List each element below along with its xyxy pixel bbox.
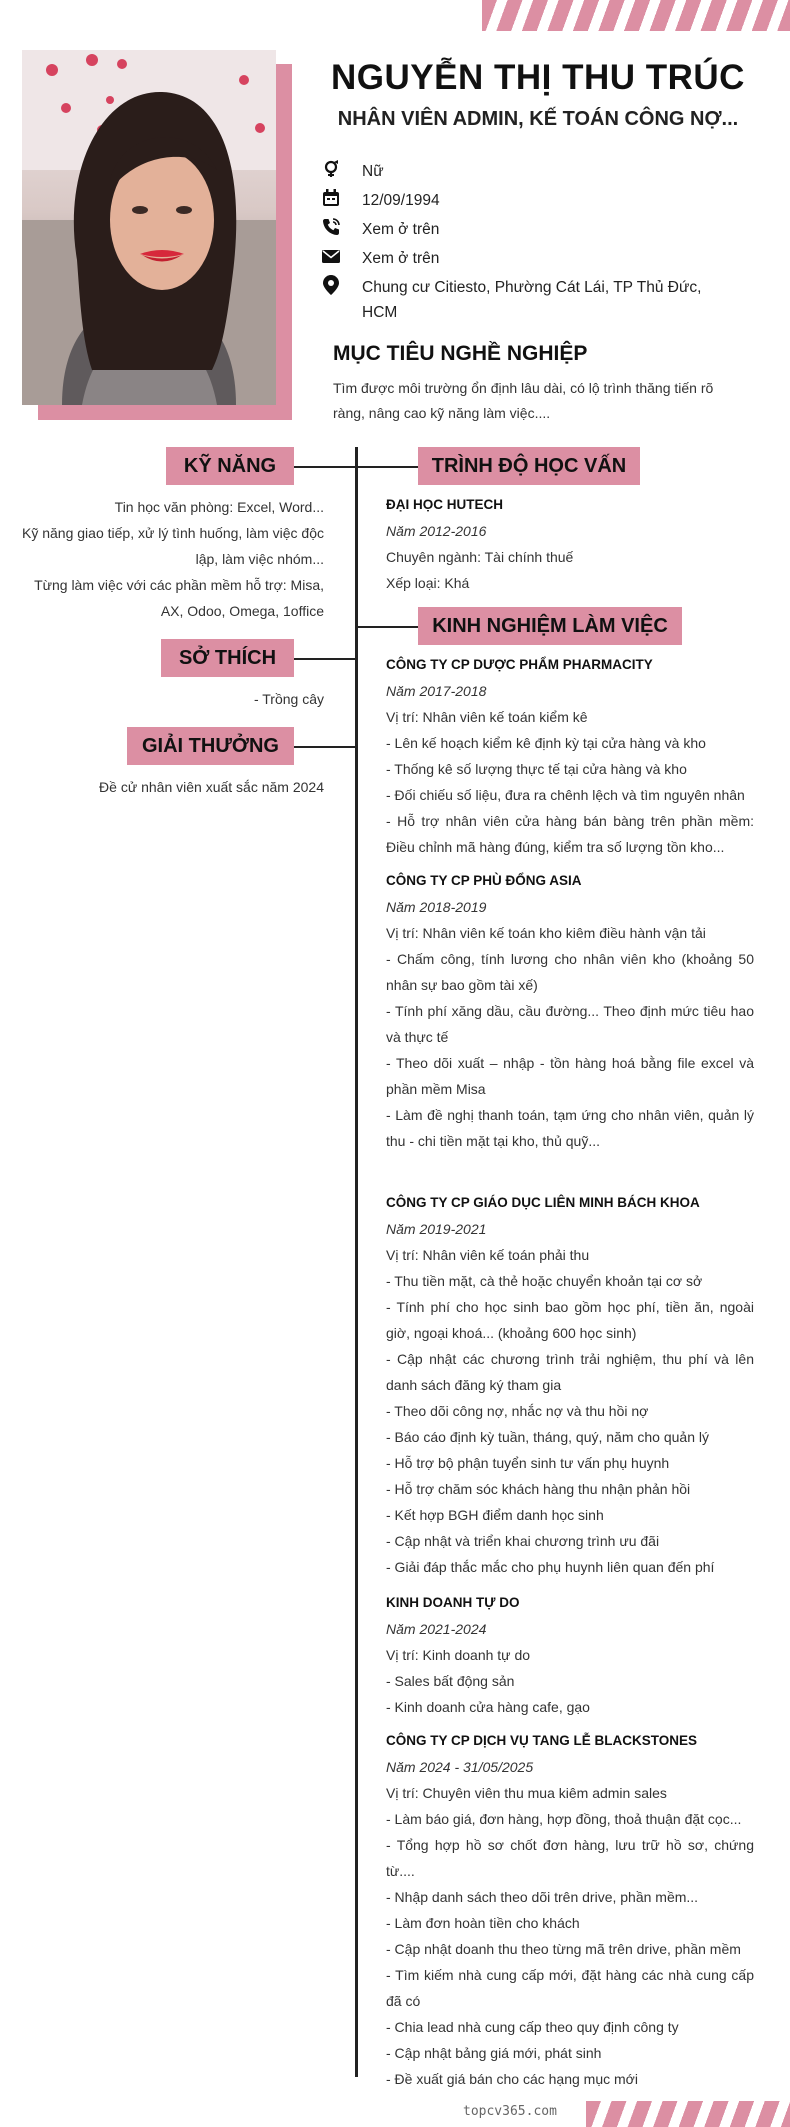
job-detail: - Đối chiếu số liệu, đưa ra chênh lệch và tìm nguyên nhân	[386, 787, 745, 803]
skills-heading: KỸ NĂNG	[166, 447, 294, 485]
skills-list	[20, 494, 324, 624]
awards-connector	[294, 746, 356, 748]
job-detail: - Theo dõi công nợ, nhắc nợ và thu hồi nợ	[386, 1403, 649, 1419]
awards-list	[20, 774, 324, 800]
contact-email-text: Xem ở trên	[362, 250, 440, 267]
job-detail: - Nhập danh sách theo dõi trên drive, phần mềm...	[386, 1889, 699, 1905]
experience-entry-freelance	[386, 1590, 754, 1720]
job-detail: - Chia lead nhà cung cấp theo quy định công ty	[386, 2019, 679, 2035]
candidate-name: NGUYỄN THỊ THU TRÚC	[331, 58, 745, 97]
experience-entry-blackstones	[386, 1728, 754, 2092]
experience-entry-bach-khoa	[386, 1190, 754, 1580]
company-name: CÔNG TY CP GIÁO DỤC LIÊN MINH BÁCH KHOA	[386, 1195, 700, 1210]
skill-item: Từng làm việc với các phần mềm hỗ trợ: Misa, AX, Odoo, Omega, 1office	[34, 577, 324, 619]
job-detail: Vị trí: Nhân viên kế toán kho kiêm điều hành vận tải	[386, 925, 706, 941]
timeline-line	[355, 447, 358, 2077]
education-connector	[356, 466, 418, 468]
company-name: KINH DOANH TỰ DO	[386, 1595, 520, 1610]
awards-heading: GIẢI THƯỞNG	[127, 727, 294, 765]
experience-connector	[356, 626, 418, 628]
job-detail: - Chấm công, tính lương cho nhân viên kho (khoảng 50 nhân sự bao gồm tài xế)	[386, 951, 754, 993]
profile-photo	[22, 50, 276, 405]
contact-email	[320, 246, 722, 271]
decorative-stripes-top	[482, 0, 790, 31]
job-detail: - Làm đề nghị thanh toán, tạm ứng cho nhân viên, quản lý thu - chi tiền mặt tại kho, thủ quỹ...	[386, 1107, 754, 1149]
job-detail: Vị trí: Chuyên viên thu mua kiêm admin sales	[386, 1785, 667, 1801]
phone-icon	[320, 217, 342, 237]
job-detail: - Tính phí cho học sinh bao gồm học phí, tiền ăn, ngoài giờ, ngoại khoá... (khoảng 600 học sinh)	[386, 1299, 754, 1341]
job-detail: - Báo cáo định kỳ tuần, tháng, quý, năm cho quản lý	[386, 1429, 709, 1445]
company-name: CÔNG TY CP PHÙ ĐỔNG ASIA	[386, 873, 582, 888]
gender-icon	[320, 159, 342, 179]
job-detail: Vị trí: Kinh doanh tự do	[386, 1647, 531, 1663]
job-detail: - Đề xuất giá bán cho các hạng mục mới	[386, 2071, 638, 2087]
job-detail: - Sales bất động sản	[386, 1673, 515, 1689]
education-heading: TRÌNH ĐỘ HỌC VẤN	[418, 447, 640, 485]
contact-phone-text: Xem ở trên	[362, 221, 440, 238]
skill-item: Tin học văn phòng: Excel, Word...	[114, 499, 324, 515]
job-detail: - Tìm kiếm nhà cung cấp mới, đặt hàng các nhà cung cấp đã có	[386, 1967, 754, 2009]
job-detail: - Thống kê số lượng thực tế tại cửa hàng và kho	[386, 761, 687, 777]
work-period: Năm 2018-2019	[386, 899, 487, 915]
experience-heading: KINH NGHIỆM LÀM VIỆC	[418, 607, 682, 645]
hobbies-heading: SỞ THÍCH	[161, 639, 294, 677]
job-detail: - Tính phí xăng dầu, cầu đường... Theo định mức tiêu hao và thực tế	[386, 1003, 754, 1045]
job-detail: - Cập nhật các chương trình trải nghiệm, thu phí và lên danh sách đăng ký tham gia	[386, 1351, 754, 1393]
company-name: CÔNG TY CP DƯỢC PHẨM PHARMACITY	[386, 657, 653, 672]
job-detail: - Làm đơn hoàn tiền cho khách	[386, 1915, 580, 1931]
contact-phone	[320, 217, 722, 242]
job-detail: - Theo dõi xuất – nhập - tồn hàng hoá bằng file excel và phần mềm Misa	[386, 1055, 754, 1097]
school-period: Năm 2012-2016	[386, 523, 487, 539]
objective-text: Tìm được môi trường ổn định lâu dài, có lộ trình thăng tiến rõ ràng, nâng cao kỹ năng làm việc....	[333, 380, 714, 421]
objective-heading: MỤC TIÊU NGHỀ NGHIỆP	[333, 342, 588, 365]
hobby-item: - Trồng cây	[253, 691, 324, 707]
work-period: Năm 2021-2024	[386, 1621, 487, 1637]
job-detail: - Kết hợp BGH điểm danh học sinh	[386, 1507, 604, 1523]
decorative-stripes-bottom	[586, 2101, 790, 2127]
job-detail: - Giải đáp thắc mắc cho phụ huynh liên quan đến phí	[386, 1559, 715, 1575]
award-item: Đề cử nhân viên xuất sắc năm 2024	[99, 779, 324, 795]
candidate-title: NHÂN VIÊN ADMIN, KẾ TOÁN CÔNG NỢ...	[337, 108, 739, 130]
skill-item: Kỹ năng giao tiếp, xử lý tình huống, làm việc độc lập, làm việc nhóm...	[22, 525, 324, 567]
location-icon	[320, 275, 342, 295]
job-detail: - Tổng hợp hồ sơ chốt đơn hàng, lưu trữ hồ sơ, chứng từ....	[386, 1837, 754, 1879]
job-detail: - Cập nhật doanh thu theo từng mã trên drive, phần mềm	[386, 1941, 741, 1957]
education-entry	[386, 492, 754, 596]
school-name: ĐẠI HỌC HUTECH	[386, 497, 503, 512]
work-period: Năm 2017-2018	[386, 683, 487, 699]
skills-connector	[294, 466, 356, 468]
company-name: CÔNG TY CP DỊCH VỤ TANG LỄ BLACKSTONES	[386, 1733, 698, 1748]
school-detail: Chuyên ngành: Tài chính thuế	[386, 549, 574, 565]
job-detail: - Hỗ trợ bộ phận tuyển sinh tư vấn phụ huynh	[386, 1455, 670, 1471]
job-detail: Vị trí: Nhân viên kế toán phải thu	[386, 1247, 590, 1263]
job-detail: - Hỗ trợ nhân viên cửa hàng bán bàng trên phần mềm: Điều chỉnh mã hàng đúng, kiểm tra số lượng tồn kho...	[386, 813, 754, 855]
job-detail: - Làm báo giá, đơn hàng, hợp đồng, thoả thuận đặt cọc...	[386, 1811, 742, 1827]
school-detail: Xếp loại: Khá	[386, 575, 470, 591]
job-detail: - Cập nhật bảng giá mới, phát sinh	[386, 2045, 602, 2061]
contact-birthday-text: 12/09/1994	[362, 192, 440, 209]
contact-address-text: Chung cư Citiesto, Phường Cát Lái, TP Thủ Đức, HCM	[362, 279, 702, 321]
job-detail: - Hỗ trợ chăm sóc khách hàng thu nhận phản hồi	[386, 1481, 691, 1497]
footer-site-link[interactable]: topcv365.com	[463, 2104, 557, 2119]
contact-gender-text: Nữ	[362, 163, 384, 180]
work-period: Năm 2019-2021	[386, 1221, 487, 1237]
job-detail: Vị trí: Nhân viên kế toán kiểm kê	[386, 709, 588, 725]
contact-address	[320, 275, 722, 325]
portrait-illustration	[22, 50, 276, 405]
contact-gender	[320, 159, 722, 184]
contact-birthday	[320, 188, 722, 213]
email-icon	[320, 246, 342, 266]
calendar-icon	[320, 188, 342, 208]
experience-entry-phu-dong	[386, 868, 754, 1154]
job-detail: - Kinh doanh cửa hàng cafe, gạo	[386, 1699, 590, 1715]
experience-entry-pharmacity	[386, 652, 754, 860]
job-detail: - Lên kế hoạch kiểm kê định kỳ tại cửa hàng và kho	[386, 735, 706, 751]
job-detail: - Thu tiền mặt, cà thẻ hoặc chuyển khoản tại cơ sở	[386, 1273, 703, 1289]
hobbies-connector	[294, 658, 356, 660]
work-period: Năm 2024 - 31/05/2025	[386, 1759, 534, 1775]
hobbies-list	[20, 686, 324, 712]
job-detail: - Cập nhật và triển khai chương trình ưu đãi	[386, 1533, 660, 1549]
